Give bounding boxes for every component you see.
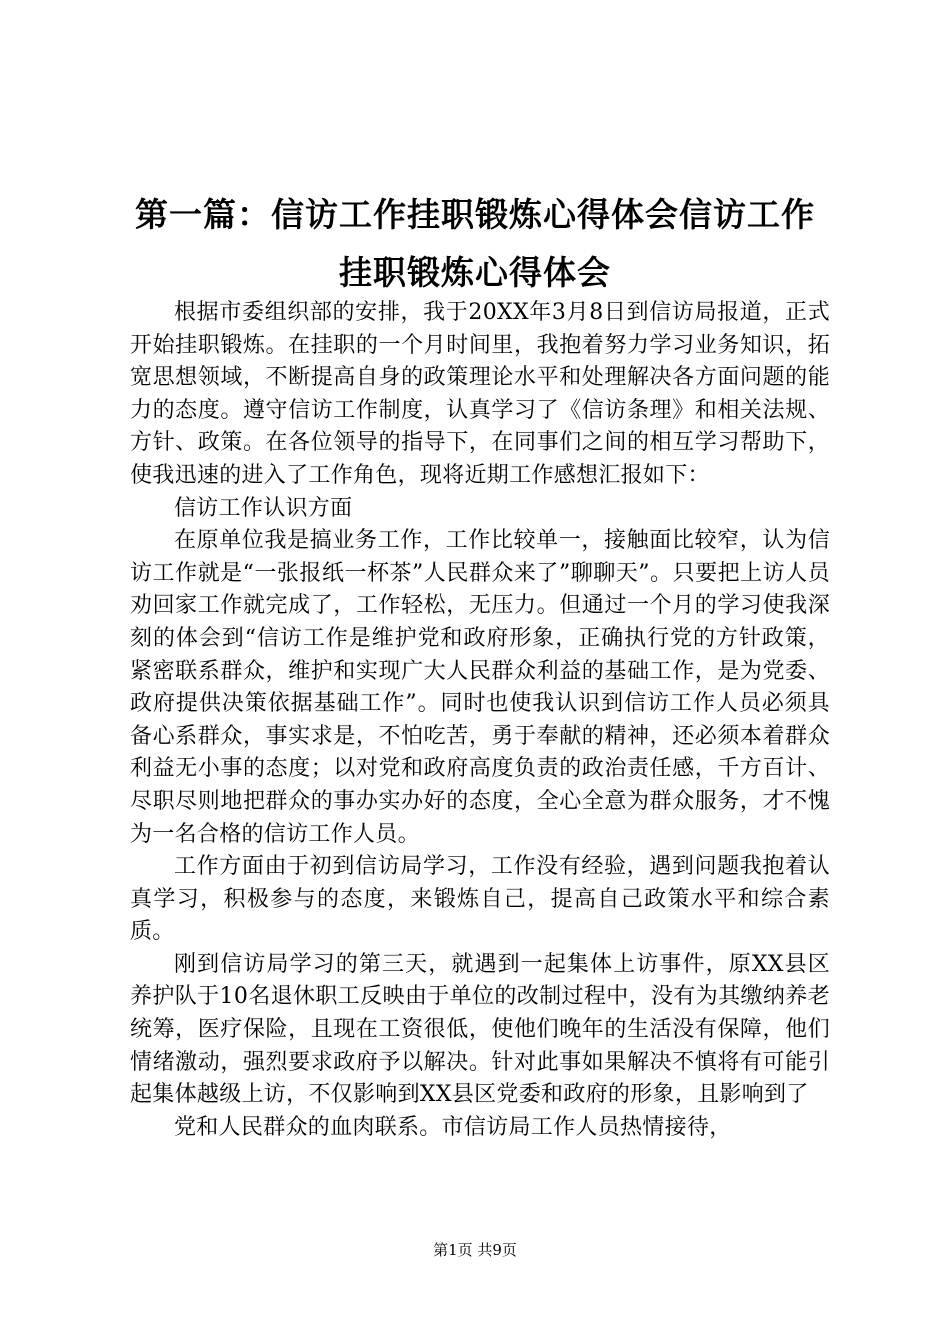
paragraph-understanding: 在原单位我是搞业务工作，工作比较单一，接触面比较窄，认为信访工作就是“一张报纸一杯茶”人民群众来了”聊聊天”。只要把上访人员劝回家工作就完成了，工作轻松，无压力。但通过一个月的学习使我深刻的体会到“信访工作是维护党和政府形象，正确执行党的方针政策，紧密联系群众，维护和实现广大人民群众利益的基础工作，是为党委、政府提供决策依据基础工作”。同时也使我认识到信访工作人员必须具备心系群众，事实求是，不怕吃苦，勇于奉献的精神，还必须本着群众利益无小事的态度；以对党和政府高度负责的政治责任感，千方百计、尽职尽则地把群众的事办实办好的态度，全心全意为群众服务，才不愧为一名合格的信访工作人员。 [130,528,830,847]
paragraph-work: 工作方面由于初到信访局学习，工作没有经验，遇到问题我抱着认真学习，积极参与的态度，来锻炼自己，提高自己政策水平和综合素质。 [130,854,830,945]
section-heading-understanding: 信访工作认识方面 [174,495,353,521]
paragraph-intro: 根据市委组织部的安排，我于20XX年3月8日到信访局报道，正式开始挂职锻炼。在挂职的一个月时间里，我抱着努力学习业务知识，拓宽思想领域，不断提高自身的政策理论水平和处理解决各方面问题的能力的态度。遵守信访工作制度，认真学习了《信访条理》和相关法规、方针、政策。在各位领导的指导下，在同事们之间的相互学习帮助下，使我迅速的进入了工作角色，现将近期工作感想汇报如下： [130,300,830,488]
paragraph-continuation: 党和人民群众的血肉联系。市信访局工作人员热情接待， [174,1114,732,1140]
document-body [130,297,830,1144]
page-number-footer: 第1页 共9页 [433,1241,517,1259]
document-title: 第一篇：信访工作挂职锻炼心得体会信访工作挂职锻炼心得体会 [135,195,815,292]
paragraph-incident: 刚到信访局学习的第三天，就遇到一起集体上访事件，原XX县区养护队于10名退休职工反映由于单位的改制过程中，没有为其缴纳养老统筹，医疗保险，且现在工资很低，使他们晚年的生活没有保障，他们情绪激动，强烈要求政府予以解决。针对此事如果解决不慎将有可能引起集体越级上访，不仅影响到XX县区党委和政府的形象，且影响到了 [130,951,830,1108]
